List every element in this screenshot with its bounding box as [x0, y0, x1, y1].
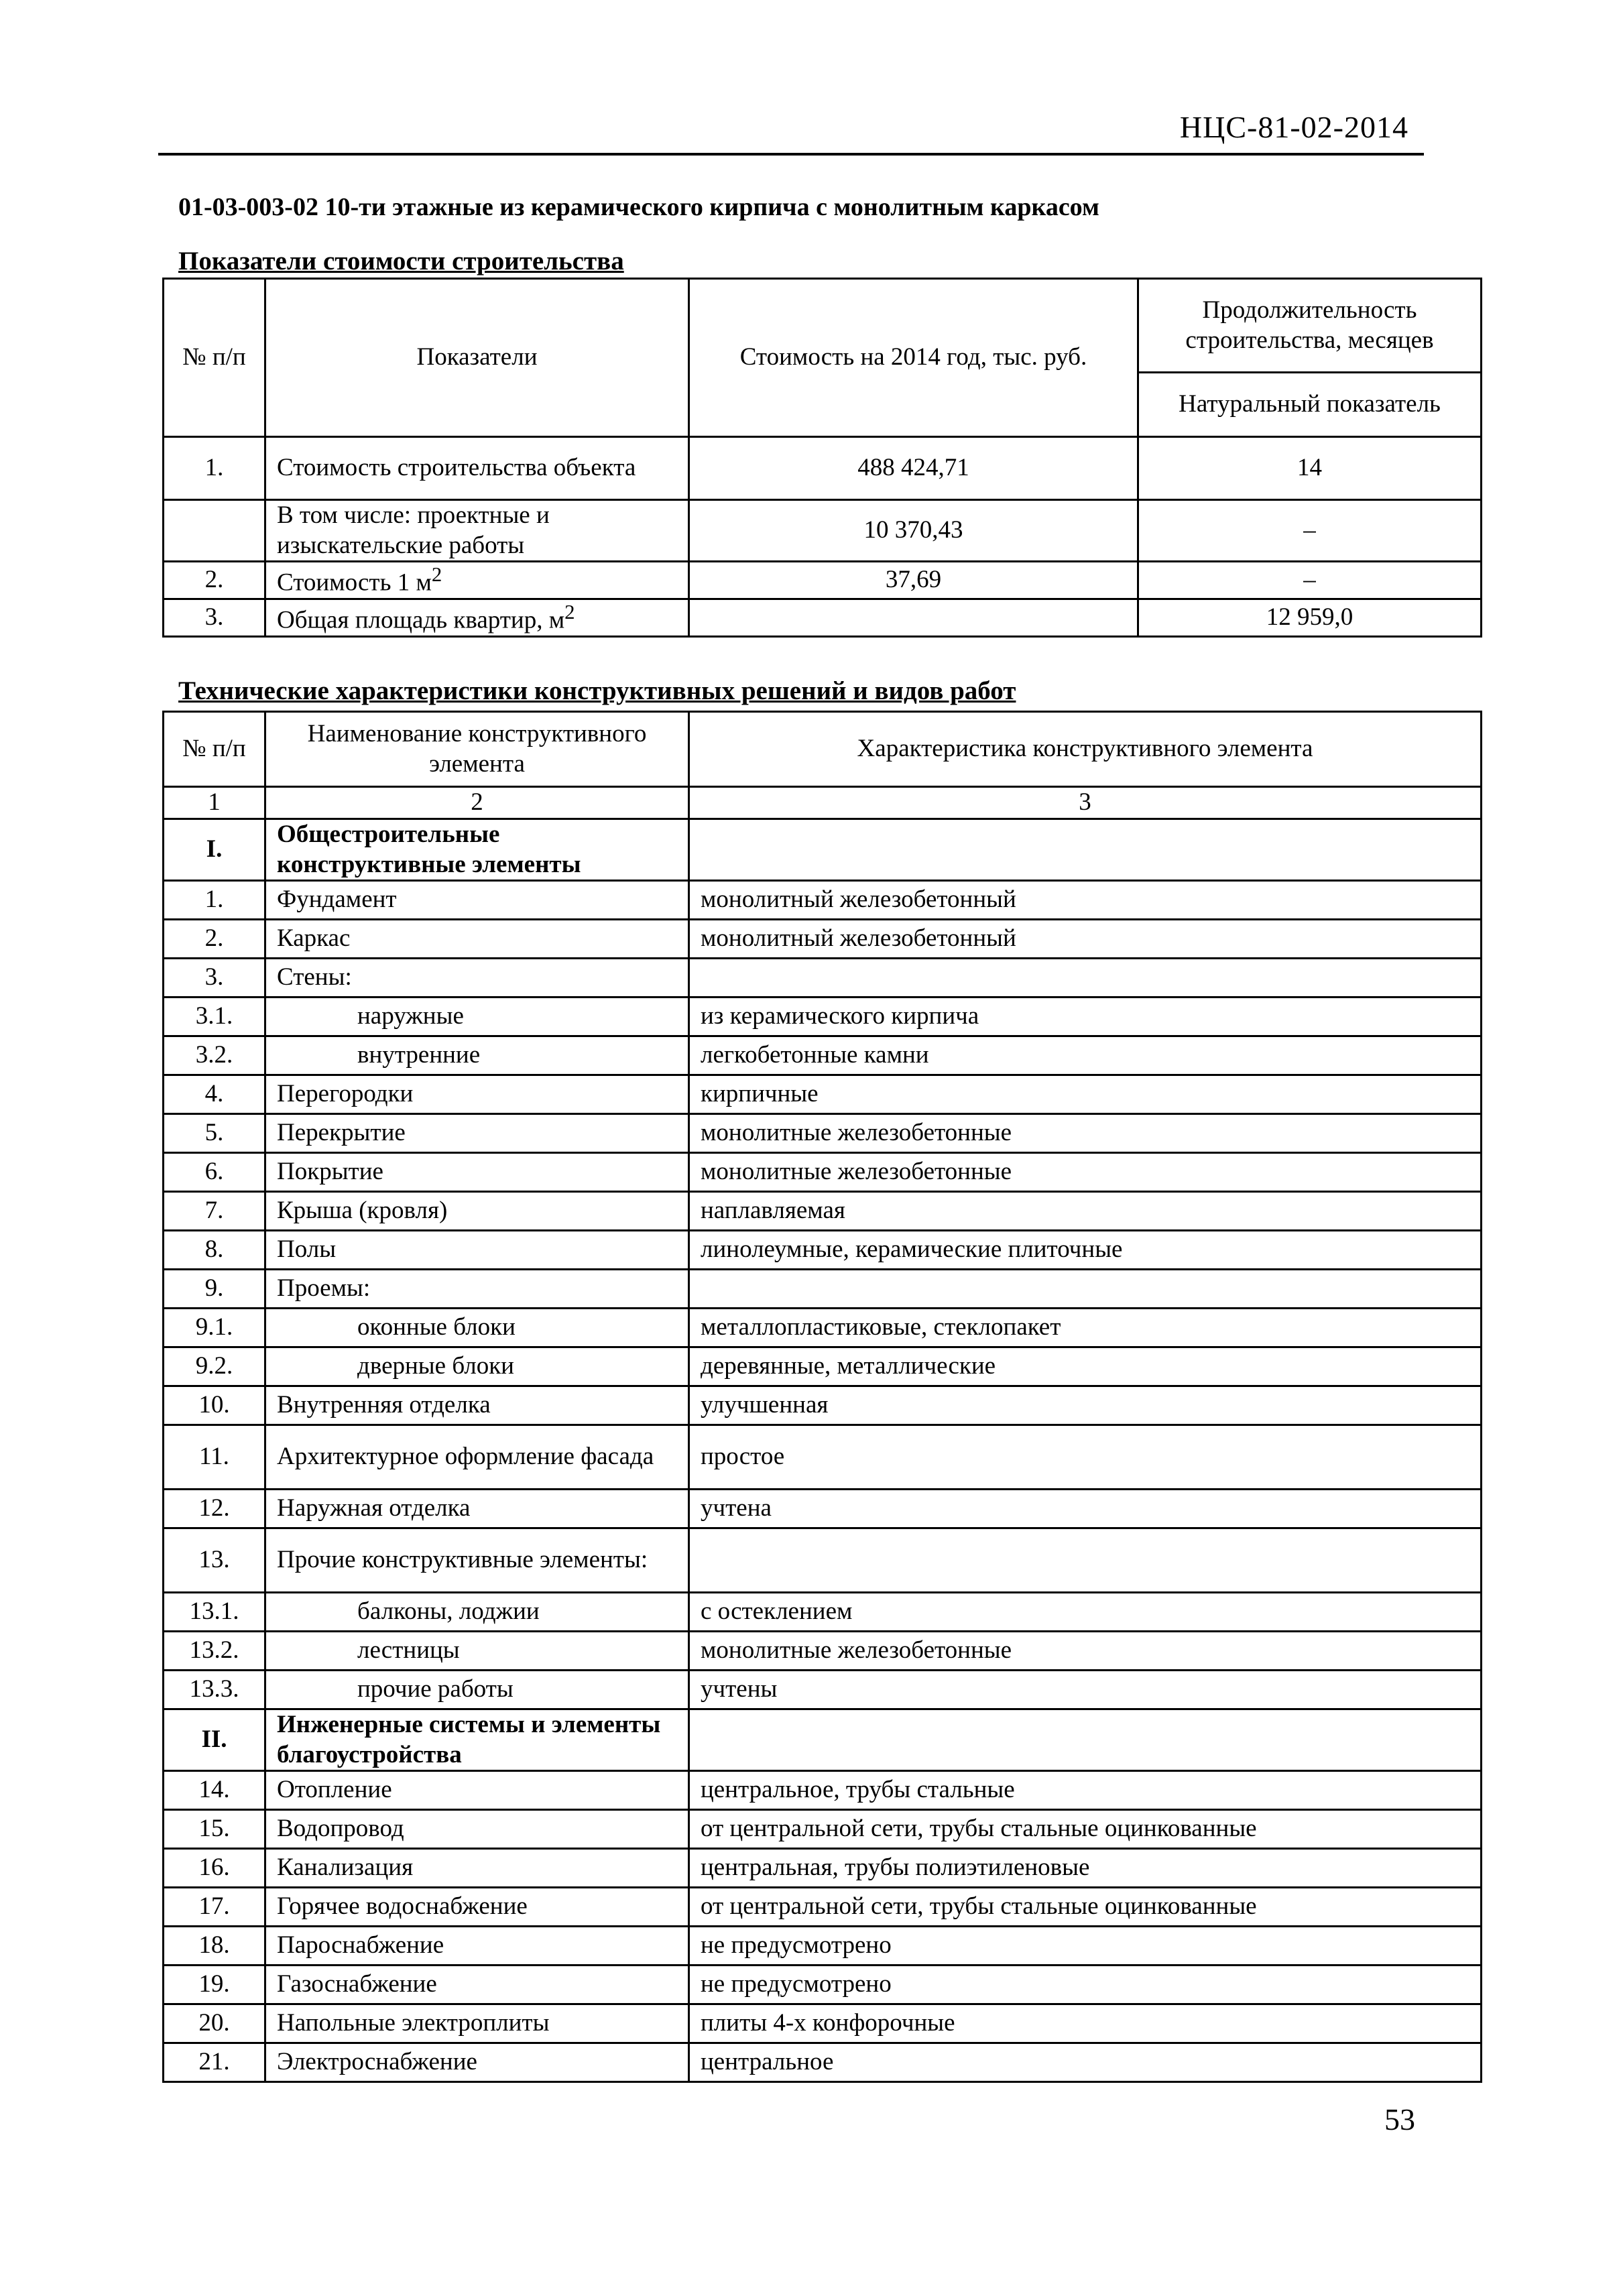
row-name-text: Общая площадь квартир, м: [277, 606, 565, 634]
row-name: дверные блоки: [265, 1347, 689, 1386]
row-characteristic: кирпичные: [689, 1075, 1482, 1114]
table-row: [164, 2043, 1482, 2082]
table-row: [164, 599, 1482, 637]
header-cost: Стоимость на 2014 год, тыс. руб.: [689, 279, 1138, 437]
row-num: 16.: [164, 1849, 265, 1888]
row-name: Инженерные системы и элементы благоустройства: [265, 1709, 689, 1771]
table-row: [164, 1386, 1482, 1425]
row-name: Электроснабжение: [265, 2043, 689, 2082]
row-value: 14: [1138, 437, 1482, 500]
table-row: [164, 1153, 1482, 1192]
row-characteristic: с остеклением: [689, 1593, 1482, 1632]
row-num: 5.: [164, 1114, 265, 1153]
row-name: Общестроительные конструктивные элементы: [265, 819, 689, 881]
table-row: [164, 2004, 1482, 2043]
row-name: Стены:: [265, 959, 689, 998]
row-name: балконы, лоджии: [265, 1593, 689, 1632]
row-characteristic: [689, 1270, 1482, 1309]
table-row: [164, 1709, 1482, 1771]
row-value: –: [1138, 562, 1482, 599]
row-name: Пароснабжение: [265, 1927, 689, 1966]
row-characteristic: простое: [689, 1425, 1482, 1490]
row-name: Газоснабжение: [265, 1966, 689, 2004]
table-row: [164, 1347, 1482, 1386]
row-name: Внутренняя отделка: [265, 1386, 689, 1425]
row-num: 3.1.: [164, 998, 265, 1036]
row-cost: [689, 599, 1138, 637]
table-row: [164, 1036, 1482, 1075]
row-num: 9.2.: [164, 1347, 265, 1386]
col-number: 2: [265, 787, 689, 819]
row-name: [265, 562, 689, 599]
table-row: [164, 998, 1482, 1036]
table-row: [164, 1528, 1482, 1593]
row-name: Фундамент: [265, 881, 689, 920]
row-num: 3.: [164, 599, 265, 637]
table-row: [164, 1192, 1482, 1231]
row-num: 15.: [164, 1810, 265, 1849]
row-characteristic: плиты 4-х конфорочные: [689, 2004, 1482, 2043]
row-num: 3.2.: [164, 1036, 265, 1075]
table-row: [164, 1810, 1482, 1849]
table-row: [164, 920, 1482, 959]
row-num: 9.: [164, 1270, 265, 1309]
row-characteristic: монолитный железобетонный: [689, 881, 1482, 920]
table-row: [164, 1593, 1482, 1632]
row-num: 14.: [164, 1771, 265, 1810]
row-name: Горячее водоснабжение: [265, 1888, 689, 1927]
row-name: Водопровод: [265, 1810, 689, 1849]
table-header-row: [164, 279, 1482, 373]
row-name: оконные блоки: [265, 1309, 689, 1347]
table-row: [164, 1927, 1482, 1966]
document-title: 01-03-003-02 10-ти этажные из керамического кирпича с монолитным каркасом: [178, 193, 1099, 221]
row-name: [265, 599, 689, 637]
row-characteristic: от центральной сети, трубы стальные оцинкованные: [689, 1888, 1482, 1927]
table-row: [164, 1309, 1482, 1347]
row-name: Перегородки: [265, 1075, 689, 1114]
row-name: Напольные электроплиты: [265, 2004, 689, 2043]
row-name: Полы: [265, 1231, 689, 1270]
row-name-text: Стоимость 1 м: [277, 568, 432, 597]
row-name: Прочие конструктивные элементы:: [265, 1528, 689, 1593]
row-name: наружные: [265, 998, 689, 1036]
row-name: Перекрытие: [265, 1114, 689, 1153]
row-num: 13.3.: [164, 1671, 265, 1709]
row-characteristic: центральное: [689, 2043, 1482, 2082]
row-value: 12 959,0: [1138, 599, 1482, 637]
header-num: № п/п: [164, 712, 265, 787]
cost-section-title: Показатели стоимости строительства: [178, 247, 624, 276]
row-num: [164, 500, 265, 562]
table-row: [164, 1075, 1482, 1114]
table-row: [164, 1490, 1482, 1528]
table-row: [164, 1114, 1482, 1153]
row-num: 1.: [164, 881, 265, 920]
row-num: 1.: [164, 437, 265, 500]
row-characteristic: учтена: [689, 1490, 1482, 1528]
superscript: 2: [564, 601, 575, 624]
table-row: [164, 959, 1482, 998]
table-row: [164, 500, 1482, 562]
row-name: Проемы:: [265, 1270, 689, 1309]
table-header-row: [164, 712, 1482, 787]
superscript: 2: [431, 563, 442, 587]
row-num: 2.: [164, 562, 265, 599]
header-natural: Натуральный показатель: [1138, 373, 1482, 437]
row-num: 8.: [164, 1231, 265, 1270]
row-name: Отопление: [265, 1771, 689, 1810]
row-num: 13.: [164, 1528, 265, 1593]
table-row: [164, 1888, 1482, 1927]
row-name: Наружная отделка: [265, 1490, 689, 1528]
row-characteristic: не предусмотрено: [689, 1927, 1482, 1966]
row-num: 21.: [164, 2043, 265, 2082]
row-value: –: [1138, 500, 1482, 562]
column-number-row: [164, 787, 1482, 819]
tech-characteristics-table: [162, 711, 1482, 2083]
table-row: [164, 1966, 1482, 2004]
row-num: 9.1.: [164, 1309, 265, 1347]
header-characteristic: Характеристика конструктивного элемента: [689, 712, 1482, 787]
row-cost: 488 424,71: [689, 437, 1138, 500]
table-row: [164, 1849, 1482, 1888]
table-row: [164, 562, 1482, 599]
row-num: 13.1.: [164, 1593, 265, 1632]
table-row: [164, 1231, 1482, 1270]
row-num: 20.: [164, 2004, 265, 2043]
row-num: 13.2.: [164, 1632, 265, 1671]
row-num: 17.: [164, 1888, 265, 1927]
tech-section-title: Технические характеристики конструктивных решений и видов работ: [178, 676, 1016, 705]
header-indicator: Показатели: [265, 279, 689, 437]
row-num: 4.: [164, 1075, 265, 1114]
row-num: 11.: [164, 1425, 265, 1490]
row-characteristic: линолеумные, керамические плиточные: [689, 1231, 1482, 1270]
row-characteristic: монолитные железобетонные: [689, 1632, 1482, 1671]
row-characteristic: [689, 1528, 1482, 1593]
row-name: Архитектурное оформление фасада: [265, 1425, 689, 1490]
col-number: 3: [689, 787, 1482, 819]
row-name: прочие работы: [265, 1671, 689, 1709]
cost-indicators-table: [162, 278, 1482, 638]
row-cost: 37,69: [689, 562, 1138, 599]
row-num: 2.: [164, 920, 265, 959]
row-characteristic: учтены: [689, 1671, 1482, 1709]
row-characteristic: [689, 1709, 1482, 1771]
row-name: Крыша (кровля): [265, 1192, 689, 1231]
header-rule: [158, 153, 1424, 156]
row-characteristic: от центральной сети, трубы стальные оцинкованные: [689, 1810, 1482, 1849]
row-num: 3.: [164, 959, 265, 998]
row-characteristic: центральное, трубы стальные: [689, 1771, 1482, 1810]
row-name: В том числе: проектные и изыскательские работы: [265, 500, 689, 562]
table-row: [164, 1671, 1482, 1709]
row-num: 12.: [164, 1490, 265, 1528]
row-name: Покрытие: [265, 1153, 689, 1192]
table-row: [164, 1771, 1482, 1810]
row-characteristic: не предусмотрено: [689, 1966, 1482, 2004]
row-characteristic: [689, 819, 1482, 881]
row-num: I.: [164, 819, 265, 881]
table-row: [164, 437, 1482, 500]
row-characteristic: монолитные железобетонные: [689, 1153, 1482, 1192]
row-characteristic: улучшенная: [689, 1386, 1482, 1425]
row-name: Стоимость строительства объекта: [265, 437, 689, 500]
table-row: [164, 881, 1482, 920]
row-characteristic: центральная, трубы полиэтиленовые: [689, 1849, 1482, 1888]
header-duration: Продолжительность строительства, месяцев: [1138, 279, 1482, 373]
row-num: 6.: [164, 1153, 265, 1192]
row-characteristic: металлопластиковые, стеклопакет: [689, 1309, 1482, 1347]
row-name: Канализация: [265, 1849, 689, 1888]
row-num: 19.: [164, 1966, 265, 2004]
row-characteristic: монолитные железобетонные: [689, 1114, 1482, 1153]
row-name: внутренние: [265, 1036, 689, 1075]
col-number: 1: [164, 787, 265, 819]
row-characteristic: легкобетонные камни: [689, 1036, 1482, 1075]
row-num: 7.: [164, 1192, 265, 1231]
row-num: 10.: [164, 1386, 265, 1425]
row-name: лестницы: [265, 1632, 689, 1671]
header-num: № п/п: [164, 279, 265, 437]
row-characteristic: наплавляемая: [689, 1192, 1482, 1231]
row-characteristic: [689, 959, 1482, 998]
row-name: Каркас: [265, 920, 689, 959]
row-characteristic: монолитный железобетонный: [689, 920, 1482, 959]
row-num: II.: [164, 1709, 265, 1771]
page-number: 53: [1384, 2102, 1415, 2136]
row-num: 18.: [164, 1927, 265, 1966]
row-cost: 10 370,43: [689, 500, 1138, 562]
table-row: [164, 1270, 1482, 1309]
header-element: Наименование конструктивного элемента: [265, 712, 689, 787]
table-row: [164, 1425, 1482, 1490]
table-row: [164, 1632, 1482, 1671]
document-code: НЦС-81-02-2014: [1179, 110, 1408, 144]
row-characteristic: деревянные, металлические: [689, 1347, 1482, 1386]
row-characteristic: из керамического кирпича: [689, 998, 1482, 1036]
table-row: [164, 819, 1482, 881]
